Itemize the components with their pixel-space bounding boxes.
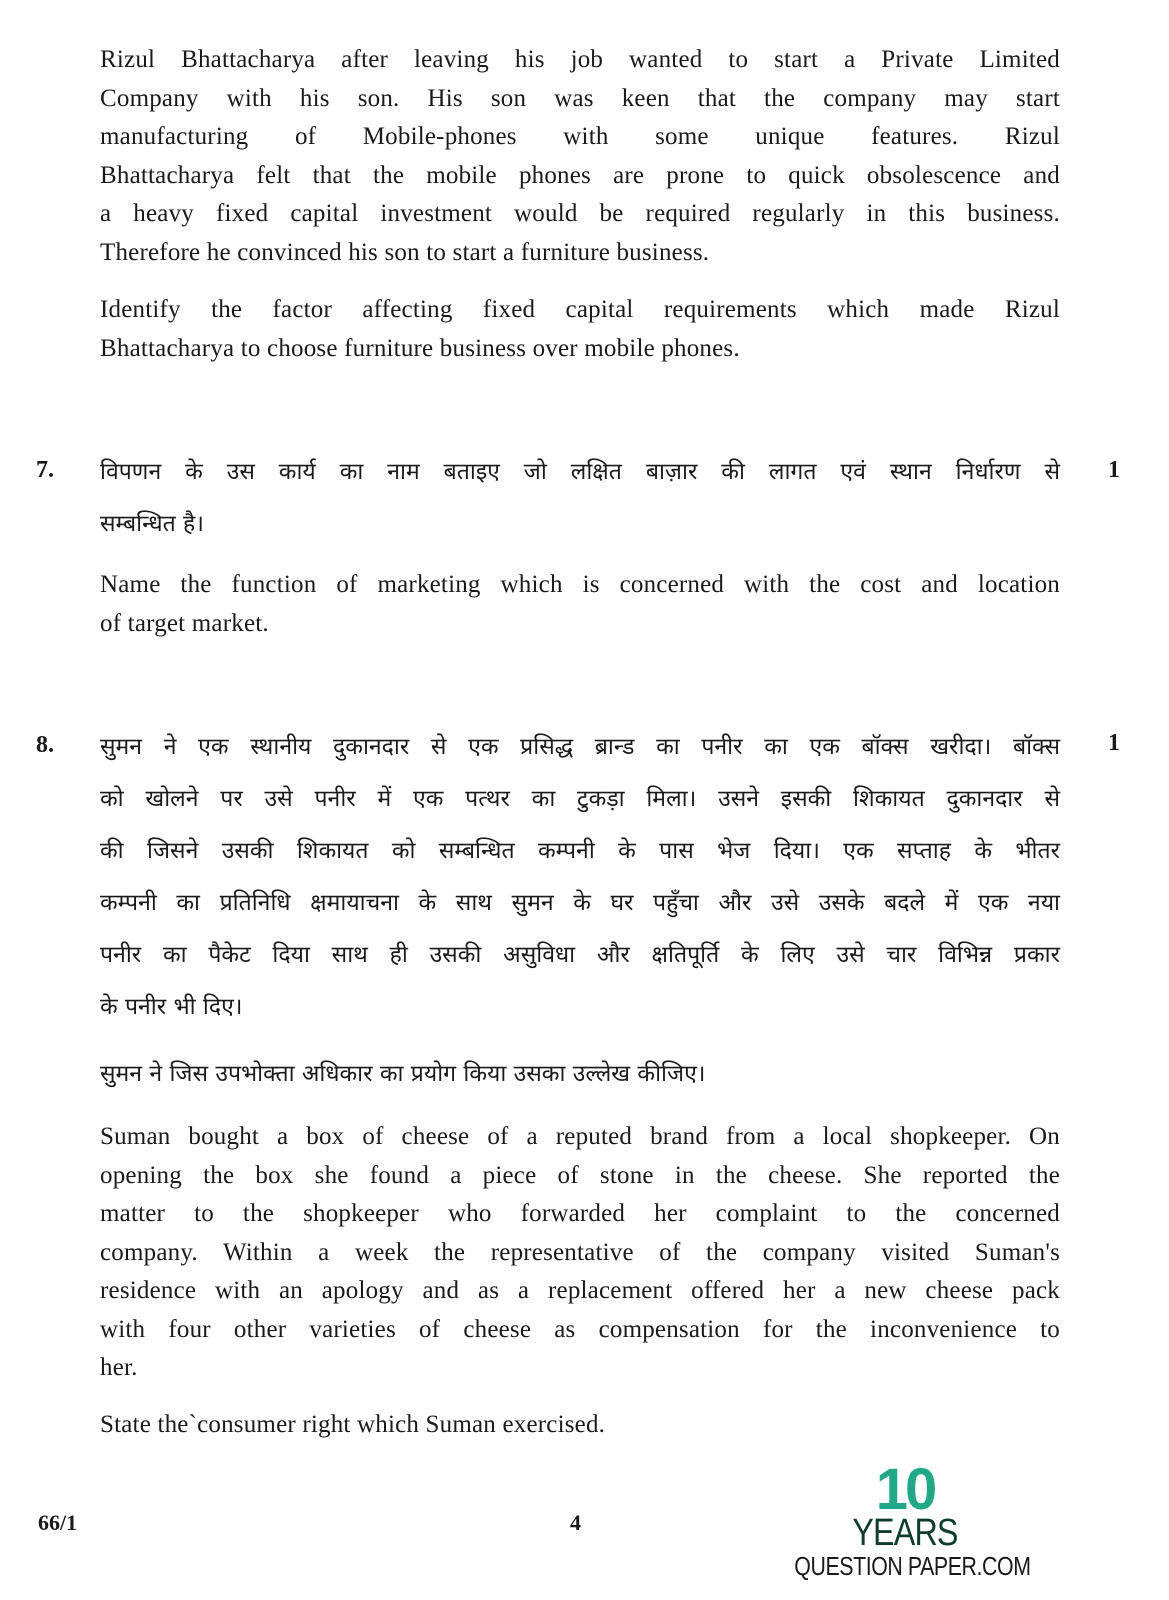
q8-english-question bbox=[100, 1406, 1060, 1445]
q8-english-line: company. Within a week the representative of the company visited Suman's bbox=[100, 1238, 1060, 1266]
q7-hindi-text bbox=[100, 446, 1060, 550]
q6-passage-line: Bhattacharya felt that the mobile phones are prone to quick obsolescence and bbox=[100, 161, 1060, 189]
q8-hindi-line: की जिसने उसकी शिकायत को सम्बन्धित कम्पनी के पास भेज दिया। एक सप्ताह के भीतर bbox=[100, 838, 1060, 864]
q8-number: 8. bbox=[36, 732, 54, 758]
logo-word: YEARS bbox=[852, 1512, 958, 1554]
q6-english-question bbox=[100, 291, 1060, 368]
q7-english-text bbox=[100, 566, 1060, 643]
q8-english-line: Suman bought a box of cheese of a reputed brand from a local shopkeeper. On bbox=[100, 1123, 1060, 1150]
q6-passage-line: manufacturing of Mobile-phones with some unique features. Rizul bbox=[100, 123, 1060, 150]
watermark-logo bbox=[770, 1457, 1040, 1581]
q8-marks: 1 bbox=[1108, 730, 1120, 756]
q8-hindi-question bbox=[100, 1048, 1060, 1100]
logo-site: QUESTION PAPER.COM bbox=[794, 1551, 1031, 1581]
q8-english-line: matter to the shopkeeper who forwarded her complaint to the concerned bbox=[100, 1200, 1060, 1227]
q8-hindi-line: कम्पनी का प्रतिनिधि क्षमायाचना के साथ सुमन के घर पहुँचा और उसे उसके बदले में एक नया bbox=[100, 890, 1060, 916]
q8-hindi-passage bbox=[100, 721, 1060, 1033]
q8-hindi-question-line: सुमन ने जिस उपभोक्ता अधिकार का प्रयोग किया उसका उल्लेख कीजिए। bbox=[100, 1061, 706, 1087]
q8-english-line: with four other varieties of cheese as compensation for the inconvenience to bbox=[100, 1315, 1060, 1343]
q7-hindi-line: विपणन के उस कार्य का नाम बताइए जो लक्षित बाज़ार की लागत एवं स्थान निर्धारण से bbox=[100, 459, 1060, 485]
q8-english-line: residence with an apology and as a replacement offered her a new cheese pack bbox=[100, 1277, 1060, 1304]
q7-marks: 1 bbox=[1108, 457, 1120, 483]
q8-hindi-line: सुमन ने एक स्थानीय दुकानदार से एक प्रसिद्ध ब्रान्ड का पनीर का एक बॉक्स खरीदा। बॉक्स bbox=[100, 734, 1060, 760]
q7-number: 7. bbox=[36, 457, 54, 483]
q8-hindi-line: के पनीर भी दिए। bbox=[100, 994, 243, 1020]
paper-code: 66/1 bbox=[38, 1510, 78, 1535]
q6-question-line: Identify the factor affecting fixed capital requirements which made Rizul bbox=[100, 296, 1060, 323]
q8-english-question-line: State the`consumer right which Suman exercised. bbox=[100, 1411, 606, 1438]
q8-hindi-line: को खोलने पर उसे पनीर में एक पत्थर का टुकड़ा मिला। उसने इसकी शिकायत दुकानदार से bbox=[100, 786, 1060, 812]
logo-number: 10 bbox=[875, 1457, 935, 1522]
q6-passage-line: a heavy fixed capital investment would be required regularly in this business. bbox=[100, 200, 1060, 227]
q8-english-line: opening the box she found a piece of stone in the cheese. She reported the bbox=[100, 1161, 1060, 1189]
q7-english-line: Name the function of marketing which is concerned with the cost and location bbox=[100, 571, 1060, 598]
q6-passage-line: Company with his son. His son was keen that the company may start bbox=[100, 84, 1060, 112]
q6-english-passage bbox=[100, 41, 1060, 272]
q6-question-line: Bhattacharya to choose furniture business over mobile phones. bbox=[100, 334, 740, 362]
q8-english-passage bbox=[100, 1118, 1060, 1388]
q7-hindi-line: सम्बन्धित है। bbox=[100, 511, 204, 537]
q6-passage-line: Therefore he convinced his son to start a furniture business. bbox=[100, 238, 710, 266]
q8-english-line: her. bbox=[100, 1354, 138, 1381]
q8-hindi-line: पनीर का पैकेट दिया साथ ही उसकी असुविधा और क्षतिपूर्ति के लिए उसे चार विभिन्न प्रकार bbox=[100, 942, 1060, 968]
q6-passage-line: Rizul Bhattacharya after leaving his job wanted to start a Private Limited bbox=[100, 46, 1060, 73]
q7-english-line: of target market. bbox=[100, 609, 269, 637]
page-number: 4 bbox=[570, 1510, 581, 1535]
